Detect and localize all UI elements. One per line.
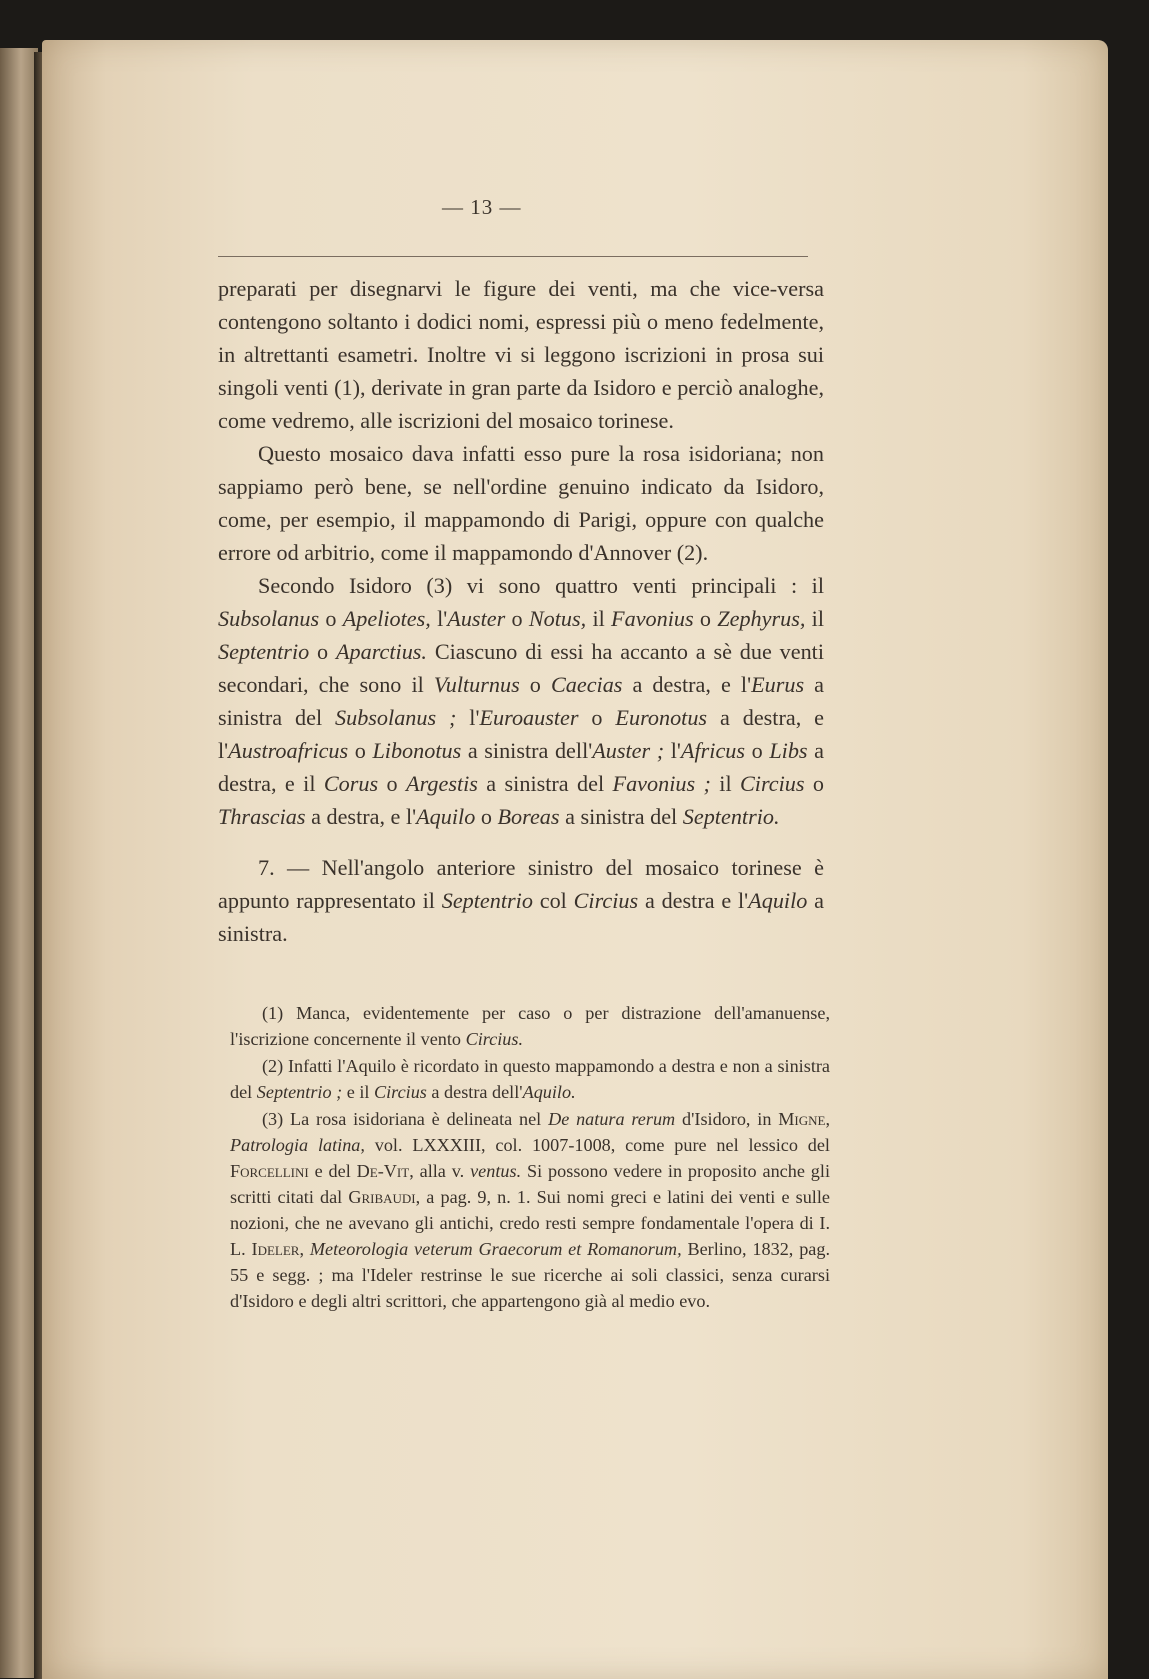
section-7-paragraph: 7. — Nell'angolo anteriore sinistro del mosaico torinese è appunto rappresentato il Septentrio col Circius a destra e l'Aquilo a sinistra. [218,855,824,946]
footnote-1: (1) Manca, evidentemente per caso o per distrazione dell'amanuense, l'iscrizione concernente il vento Circius. [230,1003,830,1049]
facing-page-edge [0,48,38,1678]
paragraph-1: preparati per disegnarvi le figure dei venti, ma che vice-versa contengono soltanto i dodici nomi, espressi più o meno fedelmente, in altrettanti esametri. Inoltre vi si leggono iscrizioni in prosa sui singoli venti (1), derivate in gran parte da Isidoro e perciò analoghe, come vedremo, alle iscrizioni del mosaico torinese. [218,276,824,433]
paragraph-3: Secondo Isidoro (3) vi sono quattro venti principali : il Subsolanus o Apeliotes, l'Auster o Notus, il Favonius o Zephyrus, il Septentrio o Aparctius. Ciascuno di essi ha accanto a sè due venti secondari, che sono il Vulturnus o Caecias a destra, e l'Eurus a sinistra del Subsolanus ; l'Euroauster o Euronotus a destra, e l'Austroafricus o Libonotus a sinistra dell'Auster ; l'Africus o Libs a destra, e il Corus o Argestis a sinistra del Favonius ; il Circius o Thrascias a destra, e l'Aquilo o Boreas a sinistra del Septentrio. [218,573,825,829]
page-number: — 13 — [442,195,522,219]
footnotes [230,1000,830,1315]
footnote-3: (3) La rosa isidoriana è delineata nel De natura rerum d'Isidoro, in Migne, Patrologia latina, vol. LXXXIII, col. 1007-1008, come pure nel lessico del Forcellini e del De-Vit, alla v. ventus. Si possono vedere in proposito anche gli scritti citati dal Gribaudi, a pag. 9, n. 1. Sui nomi greci e latini dei venti e sulle nozioni, che ne avevano gli antichi, credo resti sempre fondamentale l'opera di I. L. Ideler, Meteorologia veterum Graecorum et Romanorum, Berlino, 1832, pag. 55 e segg. ; ma l'Ideler restrinse le sue ricerche ai soli classici, senza curarsi d'Isidoro e degli altri scrittori, che appartengono già al medio evo. [230,1109,831,1311]
paragraph-2: Questo mosaico dava infatti esso pure la rosa isidoriana; non sappiamo però bene, se nell'ordine genuino indicato da Isidoro, come, per esempio, il mappamondo di Parigi, oppure con qualche errore od arbitrio, come il mappamondo d'Annover (2). [218,441,824,565]
header-rule [218,256,808,257]
main-text [218,272,824,950]
footnote-2: (2) Infatti l'Aquilo è ricordato in questo mappamondo a destra e non a sinistra del Septentrio ; e il Circius a destra dell'Aquilo. [230,1056,830,1102]
